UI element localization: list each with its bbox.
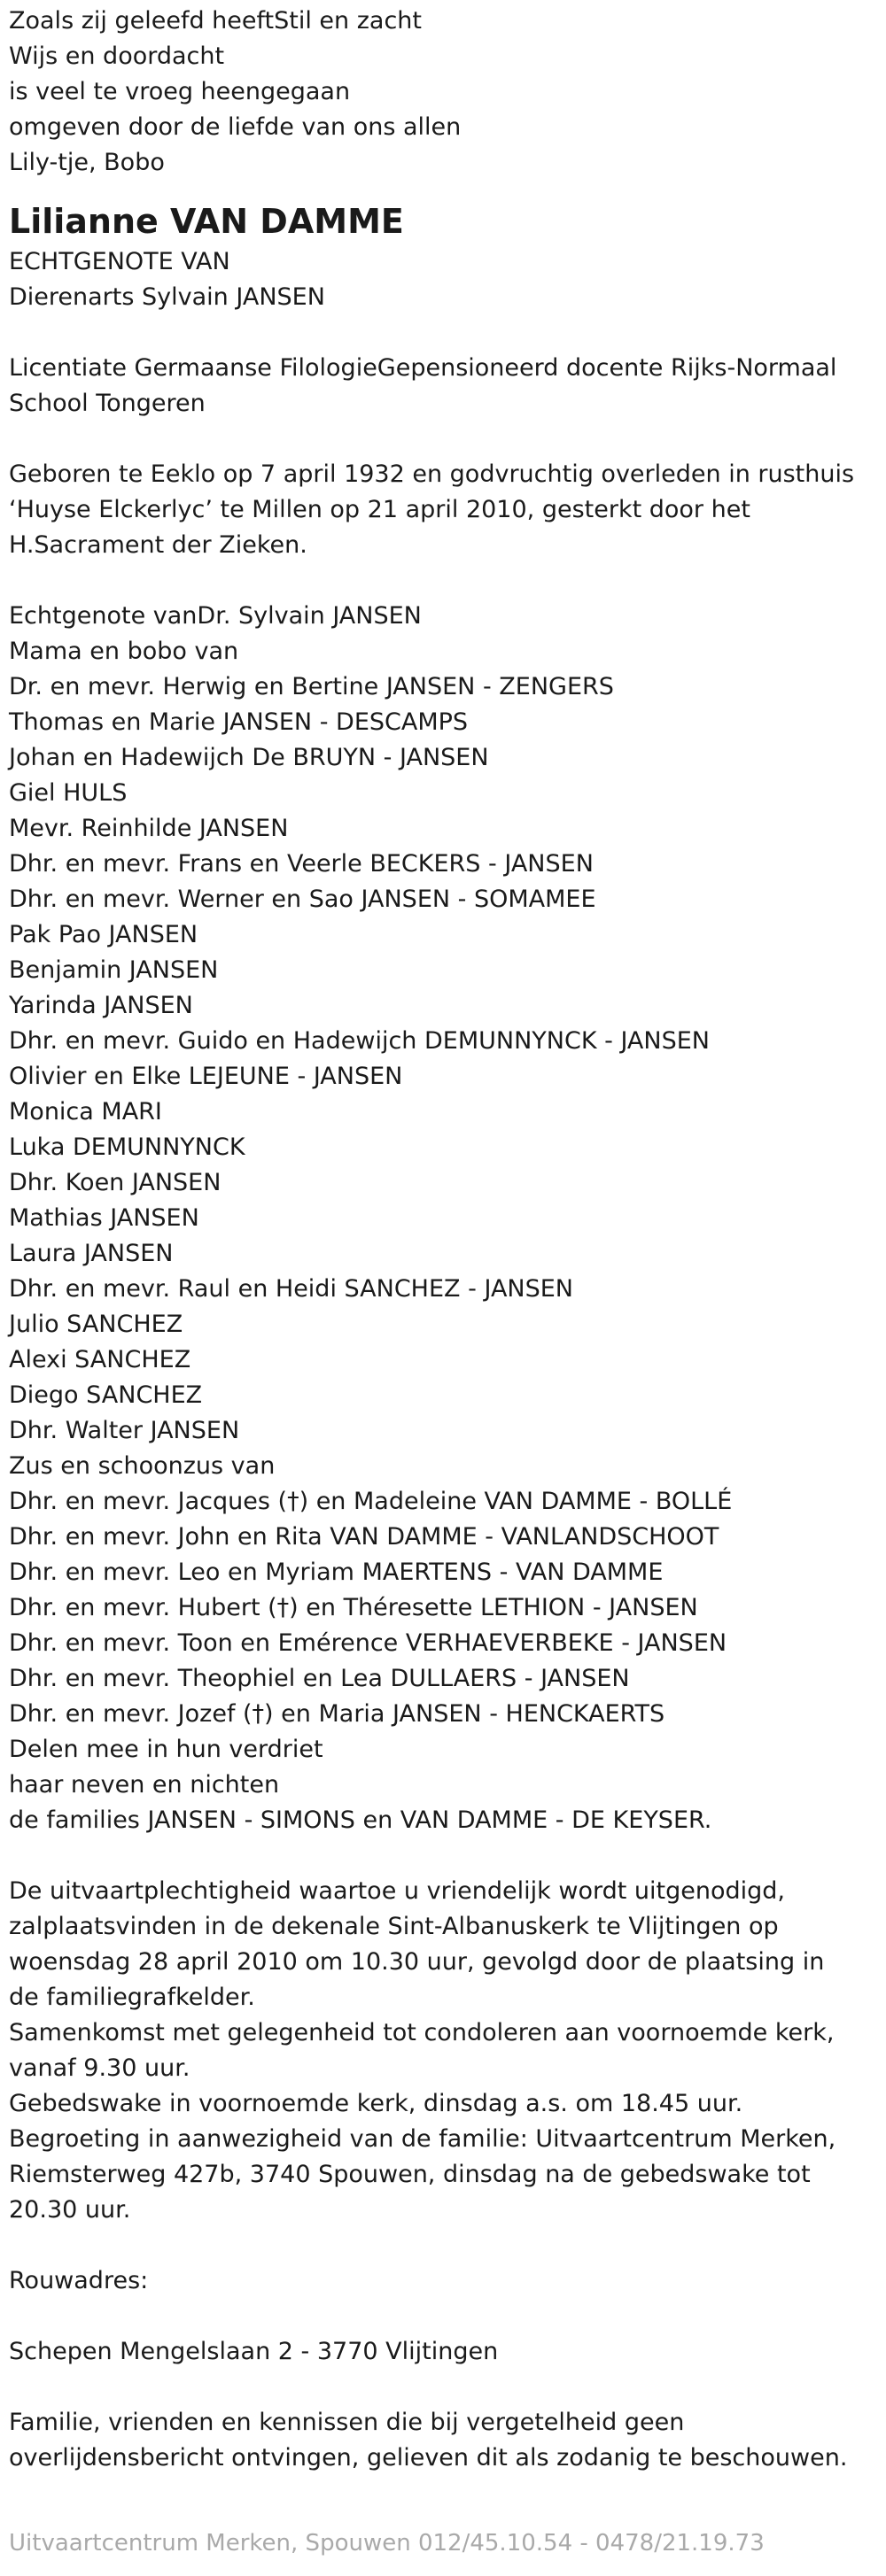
family-line: Dhr. en mevr. Theophiel en Lea DULLAERS - JANSEN <box>9 1665 630 1692</box>
family-line: Olivier en Elke LEJEUNE - JANSEN <box>9 1063 403 1090</box>
family-line: haar neven en nichten <box>9 1771 280 1799</box>
family-line: Dhr. en mevr. Jacques (†) en Madeleine VAN DAMME - BOLLÉ <box>9 1488 733 1515</box>
family-list <box>9 599 877 1838</box>
family-line: Dhr. en mevr. John en Rita VAN DAMME - VANLANDSCHOOT <box>9 1523 719 1551</box>
family-line: Dhr. Walter JANSEN <box>9 1417 240 1444</box>
family-line: Delen mee in hun verdriet <box>9 1736 323 1763</box>
profession: Licentiate Germaanse FilologieGepensioneerd docente Rijks-Normaal School Tongeren <box>9 354 837 417</box>
family-line: Dr. en mevr. Herwig en Bertine JANSEN - ZENGERS <box>9 673 614 700</box>
family-line: Dhr. Koen JANSEN <box>9 1169 222 1196</box>
family-line: Dhr. en mevr. Werner en Sao JANSEN - SOMAMEE <box>9 886 596 913</box>
poem-line: Wijs en doordacht <box>9 43 225 70</box>
family-line: Dhr. en mevr. Raul en Heidi SANCHEZ - JANSEN <box>9 1275 574 1303</box>
poem-line: is veel te vroeg heengegaan <box>9 78 351 105</box>
family-line: de families JANSEN - SIMONS en VAN DAMME - DE KEYSER. <box>9 1806 712 1834</box>
funeral-home-footer: Uitvaartcentrum Merken, Spouwen 012/45.10.54 - 0478/21.19.73 <box>9 2530 765 2557</box>
family-line: Dhr. en mevr. Hubert (†) en Théresette LETHION - JANSEN <box>9 1594 698 1621</box>
ceremony-text: De uitvaartplechtigheid waartoe u vriendelijk wordt uitgenodigd, zalplaatsvinden in de dekenale Sint-Albanuskerk te Vlijtingen op woensdag 28 april 2010 om 10.30 uur, gevolgd door de plaatsing in de familiegrafkelder. <box>9 1877 825 2011</box>
family-line: Dhr. en mevr. Leo en Myriam MAERTENS - VAN DAMME <box>9 1559 664 1586</box>
family-line: Johan en Hadewijch De BRUYN - JANSEN <box>9 744 489 771</box>
family-line: Diego SANCHEZ <box>9 1381 203 1409</box>
family-line: Giel HULS <box>9 779 128 807</box>
family-line: Benjamin JANSEN <box>9 956 219 984</box>
family-line: Mevr. Reinhilde JANSEN <box>9 815 289 842</box>
family-line: Echtgenote vanDr. Sylvain JANSEN <box>9 602 422 630</box>
spacer <box>9 422 877 457</box>
greeting-text: Begroeting in aanwezigheid van de familie: Uitvaartcentrum Merken, Riemsterweg 427b, 3740 Spouwen, dinsdag na de gebedswake tot 20.30 uur. <box>9 2125 836 2224</box>
family-line: Dhr. en mevr. Frans en Veerle BECKERS - JANSEN <box>9 850 594 878</box>
family-line: Laura JANSEN <box>9 1240 174 1267</box>
family-line: Monica MARI <box>9 1098 162 1126</box>
family-line: Zus en schoonzus van <box>9 1452 276 1480</box>
family-line: Mathias JANSEN <box>9 1204 199 1232</box>
family-line: Luka DEMUNNYNCK <box>9 1133 245 1161</box>
spacer <box>9 2299 877 2334</box>
spacer <box>9 2228 877 2263</box>
family-line: Dhr. en mevr. Jozef (†) en Maria JANSEN - HENCKAERTS <box>9 1700 665 1728</box>
family-line: Yarinda JANSEN <box>9 992 193 1019</box>
poem-line: omgeven door de liefde van ons allen <box>9 113 462 141</box>
spacer <box>9 315 877 351</box>
family-line: Pak Pao JANSEN <box>9 921 198 948</box>
wake-text: Gebedswake in voornoemde kerk, dinsdag a.s. om 18.45 uur. <box>9 2090 743 2117</box>
family-line: Alexi SANCHEZ <box>9 1346 191 1373</box>
family-line: Mama en bobo van <box>9 638 239 665</box>
birth-death: Geboren te Eeklo op 7 april 1932 en godvruchtig overleden in rusthuis ‘Huyse Elckerlyc’ te Millen op 21 april 2010, gesterkt door het H.Sacrament der Zieken. <box>9 460 855 559</box>
family-line: Dhr. en mevr. Guido en Hadewijch DEMUNNYNCK - JANSEN <box>9 1027 710 1055</box>
gathering-text: Samenkomst met gelegenheid tot condoleren aan voornoemde kerk, vanaf 9.30 uur. <box>9 2019 835 2082</box>
address-label: Rouwadres: <box>9 2267 149 2294</box>
poem-line: Zoals zij geleefd heeftStil en zacht <box>9 7 423 35</box>
obituary-document <box>9 4 877 2476</box>
spacer <box>9 2370 877 2405</box>
deceased-name: Lilianne VAN DAMME <box>9 202 404 241</box>
poem <box>9 4 877 181</box>
spouse-title: ECHTGENOTE VAN <box>9 248 230 275</box>
family-line: Dhr. en mevr. Toon en Emérence VERHAEVERBEKE - JANSEN <box>9 1629 727 1657</box>
spacer <box>9 563 877 599</box>
mourning-address: Schepen Mengelslaan 2 - 3770 Vlijtingen <box>9 2338 499 2365</box>
family-line: Thomas en Marie JANSEN - DESCAMPS <box>9 708 469 736</box>
spouse-name: Dierenarts Sylvain JANSEN <box>9 283 325 311</box>
poem-line: Lily-tje, Bobo <box>9 149 165 176</box>
family-line: Julio SANCHEZ <box>9 1311 183 1338</box>
notice-text: Familie, vrienden en kennissen die bij vergetelheid geen overlijdensbericht ontvingen, gelieven dit als zodanig te beschouwen. <box>9 2409 848 2472</box>
spacer <box>9 1838 877 1874</box>
